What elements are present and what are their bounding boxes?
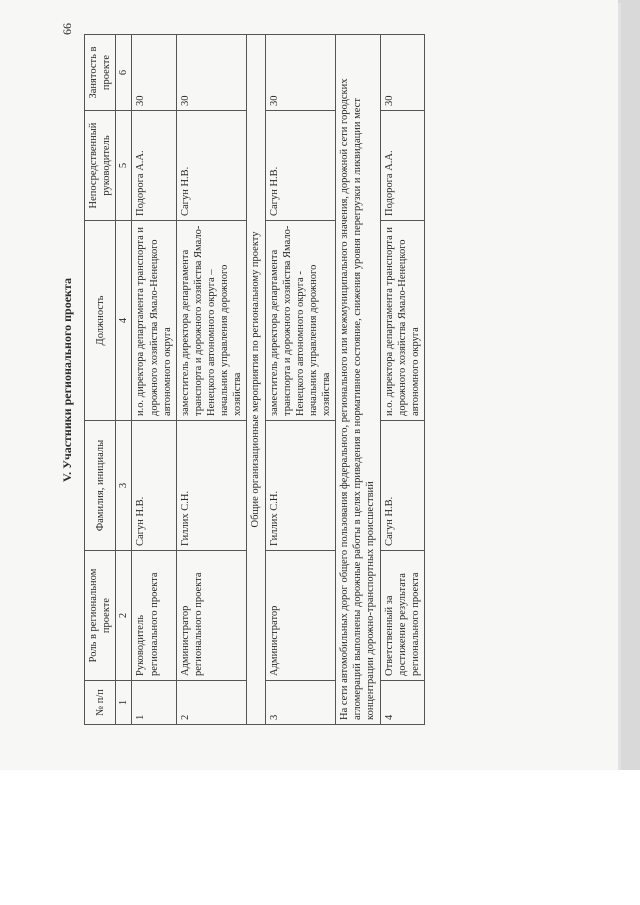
cell-manager: Подорога А.А.: [132, 111, 176, 221]
cell-position: заместитель директора департамента транспорта и дорожного хозяйства Ямало-Ненецкого автономного округа - начальник управления дорожного хозяйства: [265, 221, 336, 421]
table-row: [380, 35, 424, 725]
section-general-label: Общие организационные мероприятия по региональному проекту: [247, 35, 265, 725]
cell-name: Гиллих С.Н.: [265, 421, 336, 551]
cell-manager: Сагун Н.В.: [265, 111, 336, 221]
page-background: [0, 770, 640, 905]
cell-name: Сагун Н.В.: [132, 421, 176, 551]
section-row-goal: [336, 35, 380, 725]
cell-load: 30: [132, 35, 176, 111]
cell-position: и.о. директора департамента транспорта и дорожного хозяйства Ямало-Ненецкого автономного округа: [132, 221, 176, 421]
header-load: Занятость в проекте: [85, 35, 116, 111]
cell-position: и.о. директора департамента транспорта и дорожного хозяйства Ямало-Ненецкого автономного округа: [380, 221, 424, 421]
col-number: 1: [116, 681, 132, 725]
cell-role: Администратор регионального проекта: [176, 551, 247, 681]
section-title: V. Участники регионального проекта: [60, 278, 74, 482]
cell-name: Сагун Н.В.: [380, 421, 424, 551]
cell-manager: Сагун Н.В.: [176, 111, 247, 221]
cell-load: 30: [265, 35, 336, 111]
header-name: Фамилия, инициалы: [85, 421, 116, 551]
col-number: 6: [116, 35, 132, 111]
cell-load: 30: [176, 35, 247, 111]
section-row-general: [247, 35, 265, 725]
col-number: 5: [116, 111, 132, 221]
cell-role: Ответственный за достижение результата регионального проекта: [380, 551, 424, 681]
col-number: 3: [116, 421, 132, 551]
participants-table: [84, 34, 425, 725]
header-no: № п/п: [85, 681, 116, 725]
table-row: [132, 35, 176, 725]
header-position: Должность: [85, 221, 116, 421]
table-row: [176, 35, 247, 725]
cell-position: заместитель директора департамента транспорта и дорожного хозяйства Ямало-Ненецкого автономного округа – начальник управления дорожного хозяйства: [176, 221, 247, 421]
cell-manager: Подорога А.А.: [380, 111, 424, 221]
header-role: Роль в региональном проекте: [85, 551, 116, 681]
section-goal-label: На сети автомобильных дорог общего пользования федерального, регионального или межмуниципального значения, дорожной сети городских агломераций выполнены дорожные работы в целях приведения в нормативное состояние, снижения уровня перегрузки и ликвидации мест концентрации дорожно-транспортных происшествий: [336, 35, 380, 725]
cell-role: Руководитель регионального проекта: [132, 551, 176, 681]
page-content: [60, 35, 425, 725]
column-number-row: [116, 35, 132, 725]
page-number: 66: [60, 23, 74, 35]
cell-no: 2: [176, 681, 247, 725]
col-number: 2: [116, 551, 132, 681]
cell-no: 3: [265, 681, 336, 725]
cell-no: 1: [132, 681, 176, 725]
cell-no: 4: [380, 681, 424, 725]
cell-load: 30: [380, 35, 424, 111]
header-manager: Непосредственный руководитель: [85, 111, 116, 221]
cell-role: Администратор: [265, 551, 336, 681]
col-number: 4: [116, 221, 132, 421]
header-row: [85, 35, 116, 725]
rotated-page-content: [60, 23, 560, 725]
table-row: [265, 35, 336, 725]
cell-name: Гиллих С.Н.: [176, 421, 247, 551]
